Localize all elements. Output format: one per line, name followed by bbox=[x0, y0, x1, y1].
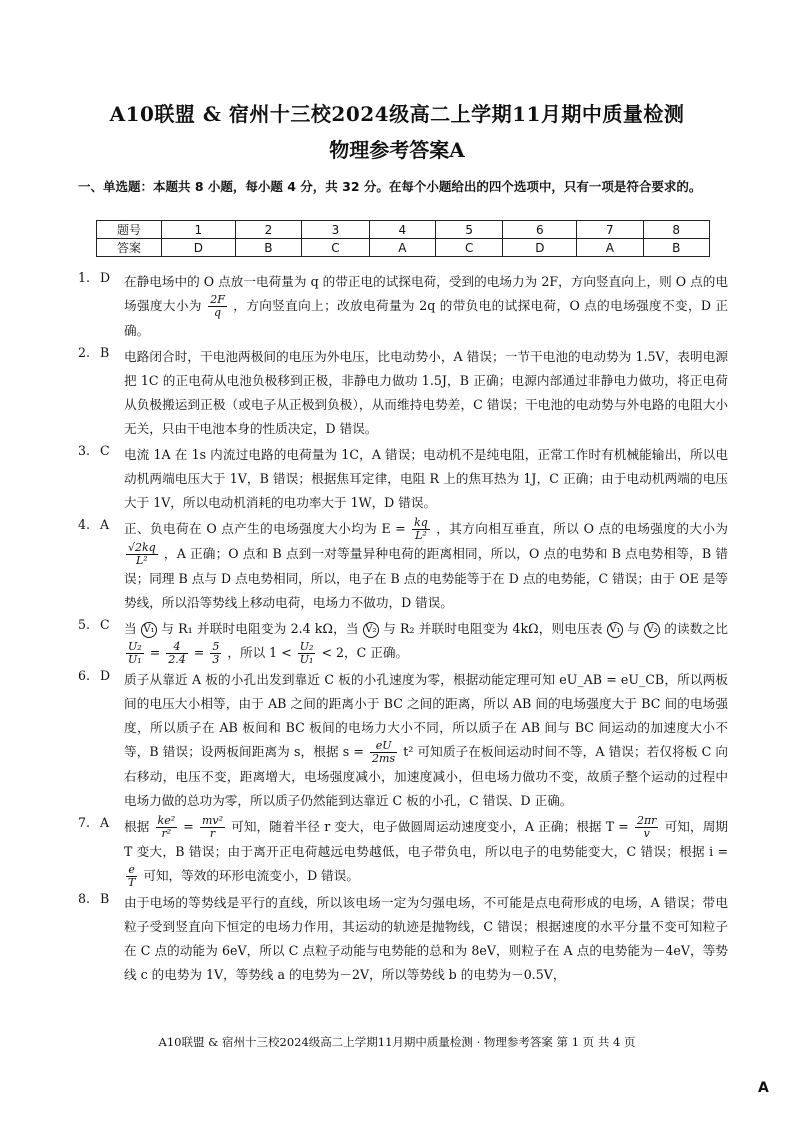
table-cell: 5 bbox=[435, 221, 503, 239]
item-answer: D bbox=[100, 668, 111, 683]
item-answer: C bbox=[100, 443, 110, 458]
table-row bbox=[97, 239, 710, 257]
list-item bbox=[78, 617, 728, 666]
fraction: $\frac{\text{mv²}}{r}$ bbox=[201, 814, 224, 840]
section-heading: 一、单选题：本题共 8 小题，每小题 4 分，共 32 分。在每个小题给出的四个选项中，只有一项是符合要求的。 bbox=[78, 179, 702, 194]
item-body: 电路闭合时，干电池两极间的电压为外电压，比电动势小，A 错误；一节干电池的电动势为 1.5V，表明电源把 1C 的正电荷从电池负极移到正极，非静电力做功 1.5J，B 正确；电源内部通过非静电力做功，将正电荷从负极搬运到正极（或电子从正极到负极），从而维持电势差，C 错误；干电池的电动势与外电路的电阻大小无关，只由干电池本身的性质决定，D 错误。 bbox=[124, 349, 728, 436]
table-cell: 8 bbox=[643, 221, 710, 239]
fraction: $\frac{√2kq}{\text{L²}}$ bbox=[128, 541, 156, 567]
item-answer: B bbox=[100, 345, 110, 360]
list-item bbox=[78, 891, 728, 987]
table-cell: 4 bbox=[369, 221, 435, 239]
item-number: 2. bbox=[78, 345, 91, 360]
fraction: $\frac{eU}{2ms}$ bbox=[372, 739, 396, 765]
table-cell: D bbox=[503, 239, 577, 257]
fraction: $\frac{\text{U₂}}{\text{U₁}}$ bbox=[128, 640, 142, 666]
table-cell: A bbox=[369, 239, 435, 257]
item-body: 当 V₁ 与 R₁ 并联时电阻变为 2.4 kΩ，当 V₂ 与 R₂ 并联时电阻变为 4kΩ，则电压表 V₁ 与 V₂ 的读数之比 $\frac{\text{U₂}}{\text{U₁}}$ = $\frac{4}{2.4}$ = $\frac{5}{3}$ ，所以 1 < $\frac{\text{U₂}}{\text{U₁}}$ < 2，C 正确。 bbox=[124, 621, 728, 666]
table-cell: 6 bbox=[503, 221, 577, 239]
page-footer: A10联盟 & 宿州十三校2024级高二上学期11月期中质量检测 · 物理参考答案 第 1 页 共 4 页 bbox=[158, 1035, 636, 1049]
answer-explanations bbox=[78, 270, 728, 989]
voltmeter-v1-icon: V₁ bbox=[607, 622, 623, 638]
answer-table bbox=[96, 220, 710, 257]
fraction: $\frac{\text{ke²}}{\text{r²}}$ bbox=[157, 814, 176, 840]
item-number: 8. bbox=[78, 891, 91, 906]
list-item bbox=[78, 345, 728, 441]
table-cell: 1 bbox=[162, 221, 236, 239]
list-item bbox=[78, 517, 728, 615]
table-cell: C bbox=[435, 239, 503, 257]
item-body: 在静电场中的 O 点放一电荷量为 q 的带正电的试探电荷，受到的电场力为 2F，方向竖直向上，则 O 点的电场强度大小为 $\frac{2F}{q}$ ，方向竖直向上；改放电荷量为 2q 的带负电的试探电荷，O 点的电场强度不变，D 正确。 bbox=[124, 274, 728, 338]
item-answer: D bbox=[100, 270, 111, 285]
item-number: 4. bbox=[78, 517, 91, 532]
fraction: $\frac{2F}{q}$ bbox=[210, 293, 225, 319]
item-body: 由于电场的等势线是平行的直线，所以该电场一定为匀强电场，不可能是点电荷形成的电场，A 错误；带电粒子受到竖直向下恒定的电场力作用，其运动的轨迹是抛物线，C 错误；根据速度的水平分量不变可知粒子在 C 点的动能为 6eV，所以 C 点粒子动能与电势能的总和为 8eV，则粒子在 A 点的电势能为－4eV，等势线 c 的电势为 1V，等势线 a 的电势为－2V，所以等势线 b 的电势为－0.5V， bbox=[124, 895, 728, 982]
list-item bbox=[78, 815, 728, 889]
voltmeter-v1-icon: V₁ bbox=[141, 622, 157, 638]
document-subtitle: 物理参考答案A bbox=[329, 138, 465, 162]
table-header-cell: 答案 bbox=[97, 239, 162, 257]
item-number: 7. bbox=[78, 815, 91, 830]
item-answer: A bbox=[100, 815, 110, 830]
fraction: $\frac{\text{U₂}}{\text{U₁}}$ bbox=[299, 640, 314, 666]
item-body: 正、负电荷在 O 点产生的电场强度大小均为 E = $\frac{kq}{\text{L²}}$ ，其方向相互垂直，所以 O 点的电场强度的大小为 $\frac{√2kq}{\text{L²}}$ ，A 正确；O 点和 B 点到一对等量异种电荷的距离相同，所以，O 点的电势和 B 点电势相等，B 错误；同理 B 点与 D 点电势相同，所以，电子在 B 点的电势能等于在 D 点的电势能，C 错误；由于 OE 是等势线，所以沿等势线上移动电荷，电场力不做功，D 错误。 bbox=[124, 516, 728, 610]
table-header-cell: 题号 bbox=[97, 221, 162, 239]
table-cell: C bbox=[302, 239, 370, 257]
table-cell: A bbox=[577, 239, 643, 257]
item-number: 6. bbox=[78, 668, 91, 683]
version-mark: A bbox=[758, 1080, 769, 1096]
item-number: 1. bbox=[78, 270, 91, 285]
document-title: A10联盟 & 宿州十三校2024级高二上学期11月期中质量检测 bbox=[109, 102, 685, 126]
table-cell: 7 bbox=[577, 221, 643, 239]
item-answer: B bbox=[100, 891, 110, 906]
fraction: $\frac{e}{T}$ bbox=[128, 863, 136, 889]
list-item bbox=[78, 270, 728, 343]
fraction: $\frac{kq}{\text{L²}}$ bbox=[414, 516, 428, 542]
fraction: $\frac{4}{2.4}$ bbox=[168, 640, 186, 666]
fraction: $\frac{2\pi r}{v}$ bbox=[636, 814, 657, 840]
item-answer: C bbox=[100, 617, 110, 632]
item-answer: A bbox=[100, 517, 110, 532]
table-cell: 3 bbox=[302, 221, 370, 239]
item-number: 5. bbox=[78, 617, 91, 632]
table-cell: B bbox=[643, 239, 710, 257]
item-body: 根据 $\frac{\text{ke²}}{\text{r²}}$ = $\frac{\text{mv²}}{r}$ 可知，随着半径 r 变大，电子做圆周运动速度变小，A 正确；根据 T = $\frac{2\pi r}{v}$ 可知，周期 T 变大，B 错误；由于离开正电荷越远电势越低，电子带负电，所以电子的电势能变大，C 错误；根据 i = $\frac{e}{T}$ 可知，等效的环形电流变小，D 错误。 bbox=[124, 814, 728, 889]
item-body: 质子从靠近 A 板的小孔出发到靠近 C 板的小孔速度为零，根据动能定理可知 eU_AB = eU_CB，所以两板间的电压大小相等，由于 AB 之间的距离小于 BC 之间的距离，所以 AB 间的电场强度大于 BC 间的电场强度，所以质子在 AB 板间和 BC 板间的电场力大小不同，所以质子在 AB 间与 BC 间运动的加速度大小不等，B 错误；设两板间距离为 s，根据 s = $\frac{eU}{2ms}$ t² 可知质子在板间运动时间不等，A 错误；若仅将板 C 向右移动，电压不变，距离增大，电场强度减小，加速度减小，但电场力做功不变，故质子整个运动的过程中电场力做的总功为零，所以质子仍然能到达靠近 C 板的小孔，C 错误、D 正确。 bbox=[124, 672, 728, 808]
table-cell: D bbox=[162, 239, 236, 257]
fraction: $\frac{5}{3}$ bbox=[212, 640, 220, 666]
list-item bbox=[78, 443, 728, 515]
table-cell: 2 bbox=[235, 221, 301, 239]
item-body: 电流 1A 在 1s 内流过电路的电荷量为 1C，A 错误；电动机不是纯电阻，正常工作时有机械能输出，所以电动机两端电压大于 1V，B 错误；根据焦耳定律，电阻 R 上的焦耳热为 1J，C 正确；由于电动机两端的电压大于 1V，所以电动机消耗的电功率大于 1W，D 错误。 bbox=[124, 447, 728, 510]
table-row bbox=[97, 221, 710, 239]
table-cell: B bbox=[235, 239, 301, 257]
voltmeter-v2-icon: V₂ bbox=[644, 622, 660, 638]
voltmeter-v2-icon: V₂ bbox=[363, 622, 379, 638]
item-number: 3. bbox=[78, 443, 91, 458]
list-item bbox=[78, 668, 728, 813]
